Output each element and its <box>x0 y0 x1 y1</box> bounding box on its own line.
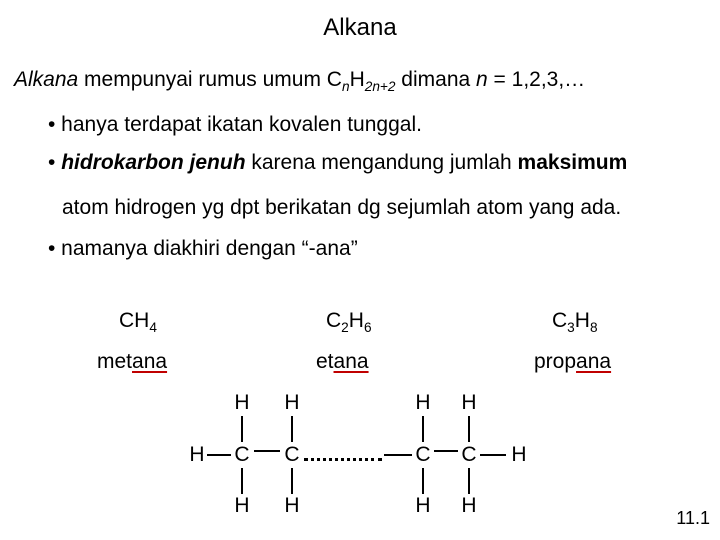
bullet-2-term: hidrokarbon jenuh <box>61 151 246 174</box>
atom-h-bottom-3: H <box>415 494 431 517</box>
bond-v-top-4 <box>468 416 470 442</box>
name-methane <box>97 350 167 374</box>
bond-c1-c2 <box>254 450 280 452</box>
bond-chain-c3 <box>384 454 412 456</box>
intro-h: H <box>349 68 365 91</box>
atom-h-bottom-4: H <box>461 494 477 517</box>
intro-values: = 1,2,3,… <box>487 68 586 91</box>
formula-propane-h-sub: 8 <box>589 319 598 335</box>
formula-ethane-c-sub: 2 <box>341 319 349 335</box>
bond-v-bottom-1 <box>241 468 243 494</box>
bond-h-c1 <box>207 454 231 456</box>
name-propane-suffix: ana <box>576 350 612 373</box>
name-ethane-stem: et <box>316 350 334 373</box>
formula-methane-ch: CH <box>119 309 150 332</box>
bond-v-top-3 <box>422 416 424 442</box>
atom-h-left: H <box>189 443 205 466</box>
atom-h-top-4: H <box>461 391 477 414</box>
formula-propane-c: C <box>552 309 568 332</box>
name-ethane <box>316 350 369 374</box>
formula-methane-sub: 4 <box>149 319 157 335</box>
atom-c-1: C <box>234 443 250 466</box>
formula-sub-2n2: 2n+2 <box>364 78 396 94</box>
name-ethane-suffix: ana <box>333 350 369 373</box>
bond-v-bottom-4 <box>468 468 470 494</box>
atom-c-4: C <box>461 443 477 466</box>
bond-c4-h <box>480 454 506 456</box>
bond-v-bottom-2 <box>291 468 293 494</box>
name-propane <box>534 350 611 374</box>
formula-methane <box>119 309 157 333</box>
atom-c-2: C <box>284 443 300 466</box>
alkana-term: Alkana <box>14 68 79 91</box>
bullet-2-text: karena mengandung jumlah <box>245 151 518 174</box>
formula-ethane <box>326 309 372 333</box>
bullet-2-bold: maksimum <box>517 151 628 174</box>
formula-ethane-c: C <box>326 309 342 332</box>
intro-line <box>14 68 585 92</box>
intro-dimana: dimana <box>395 68 477 91</box>
name-methane-stem: met <box>97 350 133 373</box>
atom-h-bottom-2: H <box>284 494 300 517</box>
name-methane-suffix: ana <box>132 350 168 373</box>
formula-ethane-h: H <box>348 309 364 332</box>
bullet-3: • namanya diakhiri dengan “-ana” <box>48 237 358 260</box>
intro-text: mempunyai rumus umum C <box>78 68 342 91</box>
bond-v-top-2 <box>291 416 293 442</box>
name-propane-stem: prop <box>534 350 577 373</box>
bullet-1: • hanya terdapat ikatan kovalen tunggal. <box>48 113 422 136</box>
formula-sub-n: n <box>341 78 350 94</box>
page-number: 11.1 <box>676 508 710 528</box>
formula-propane-h: H <box>574 309 590 332</box>
bond-c3-c4 <box>434 450 458 452</box>
bond-chain-dotted <box>304 458 382 461</box>
formula-propane <box>552 309 598 333</box>
bond-v-bottom-3 <box>422 468 424 494</box>
formula-ethane-h-sub: 6 <box>363 319 372 335</box>
page-title: Alkana <box>323 14 397 41</box>
bullet-2-continuation: atom hidrogen yg dpt berikatan dg sejumlah atom yang ada. <box>62 196 622 219</box>
atom-c-3: C <box>415 443 431 466</box>
bond-v-top-1 <box>241 416 243 442</box>
formula-propane-c-sub: 3 <box>567 319 575 335</box>
bullet-2 <box>48 151 627 175</box>
atom-h-top-2: H <box>284 391 300 414</box>
atom-h-top-3: H <box>415 391 431 414</box>
n-variable: n <box>476 68 488 91</box>
bullet-2-marker: • <box>48 151 62 174</box>
atom-h-right: H <box>511 443 527 466</box>
atom-h-bottom-1: H <box>234 494 250 517</box>
atom-h-top-1: H <box>234 391 250 414</box>
